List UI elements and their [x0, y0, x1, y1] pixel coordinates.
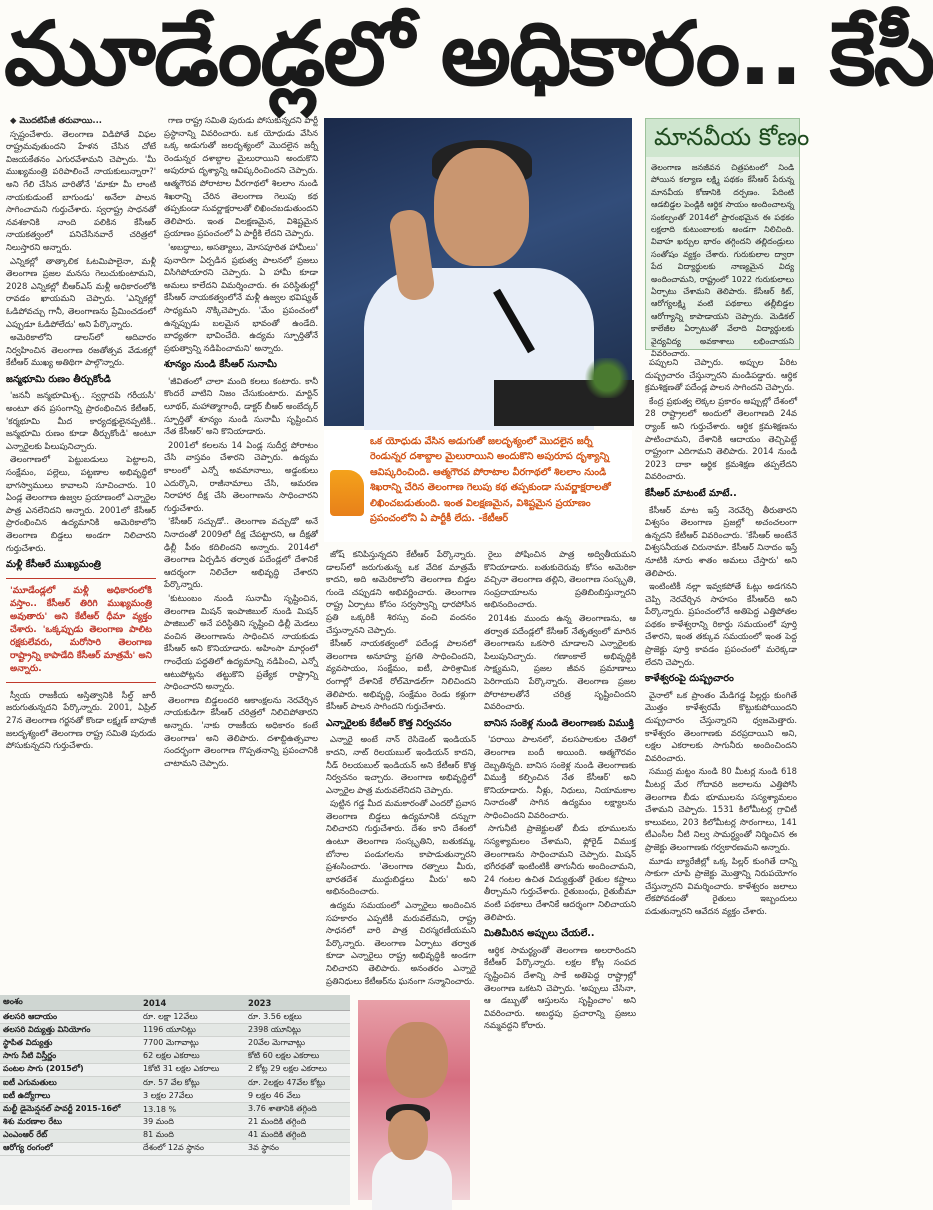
side-box-body: తెలంగాణ జనజీవన చిత్రపటంలో నిండి పోయిన కల్యాణ లక్ష్మి పథకం కేసీఆర్‌ పేరున్న మానవీయ కోణానికి దర్పణం. పేదింటి ఆడబిడ్డల పెండ్లికి ఆర్థిక సాయం అందించాలన్న సంకల్పంతో 2014లో ప్రారంభమైన ఈ పథకం లక్షలాది కుటుంబాలకు అండగా నిలిచింది. వివాహ ఖర్చుల భారం తగ్గిందని తల్లిదండ్రులు సంతోషం వ్యక్తం చేశారు. గురుకులాల ద్వారా పేద విద్యార్థులకు నాణ్యమైన విద్య అందించామని, రాష్ట్రంలో 1022 గురుకులాలు ఏర్పాటు చేశామని తెలిపారు. కేసీఆర్‌ కిట్‌, ఆరోగ్యలక్ష్మి వంటి పథకాలు తల్లీబిడ్డల ఆరోగ్యాన్ని కాపాడాయని చెప్పారు. మెడికల్‌ కాలేజీల ఏర్పాటుతో వేలాది విద్యార్థులకు వైద్యవిద్య అవకాశాలు లభించాయని వివరించారు.	[651, 163, 794, 359]
main-photo	[324, 118, 632, 426]
paragraph: వైనాలో ఒక ప్రాంతం మేడిగడ్డ పిల్లర్లు కుంగితే మొత్తం కాళేశ్వరమే కొట్టుకుపోయిందని దుష్ప్రచారం చేస్తున్నారని ధ్వజమెత్తారు. కాళేశ్వరం తెలంగాణకు వరప్రదాయిని అని, లక్షల ఎకరాలకు సాగునీరు అందించిందని వివరించారు.	[645, 689, 797, 763]
table-cell: 1196 యూనిట్లు	[140, 1024, 245, 1037]
table-cell: దేశంలో 12వ స్థానం	[140, 1142, 245, 1155]
table-cell: 41 మందికి తగ్గింది	[245, 1129, 350, 1142]
table-header: 2023	[245, 995, 350, 1011]
subheading: కాళేశ్వరంపై దుష్ప్రచారం	[645, 673, 734, 685]
article-column-1	[6, 114, 156, 989]
table-header: 2014	[140, 995, 245, 1011]
paragraph: పప్పులని చెప్పారు. అప్పుల పేరిట దుష్ప్రచారం చేస్తున్నారని మండిపడ్డారు. ఆర్థిక క్రమశిక్షణతో పదేండ్ల పాలన సాగిందని చెప్పారు.	[645, 357, 797, 393]
paragraph: అమెరికాలోని డాలస్‌లో ఆదివారం నిర్వహించిన తెలంగాణ రజతోత్సవ వేడుకల్లో కేటీఆర్‌ ముఖ్య అతిథిగా పాల్గొన్నారు.	[6, 332, 156, 368]
table-cell: ఐటీ ఎగుమతులు	[0, 1076, 140, 1089]
table-cell: 81 మంది	[140, 1129, 245, 1142]
paragraph: ఎన్నారై అంటే నాన్‌ రెసిడెంట్‌ ఇండియన్‌ కాదని, నాట్‌ రిలయబుల్‌ ఇండియన్‌ కాదని, నీడ్‌ రిలయబుల్‌ ఇండియన్‌ అని కేటీఆర్‌ కొత్త నిర్వచనం ఇచ్చారు. తెలంగాణ అభివృద్ధిలో ఎన్నారైల పాత్ర మరువలేనిదని చెప్పారు.	[326, 734, 476, 795]
table-cell: మల్టీ డైమెన్షనల్‌ పావర్టీ 2015-16లో	[0, 1103, 140, 1116]
paragraph: సాగునీటి ప్రాజెక్టులతో బీడు భూములను సస్యశ్యామలం చేశామని, ఫ్లోరైడ్‌ విముక్త తెలంగాణను సాధించామని చెప్పారు. మిషన్‌ భగీరథతో ఇంటింటికీ తాగునీరు అందించామని, 24 గంటల ఉచిత విద్యుత్తుతో రైతుల కష్టాలు తీర్చామని గుర్తుచేశారు. రైతుబంధు, రైతుబీమా వంటి పథకాలు దేశానికే ఆదర్శంగా నిలిచాయని తెలిపారు.	[484, 823, 636, 922]
table-row	[0, 1116, 350, 1129]
table-cell: రూ. లక్షా 12వేలు	[140, 1011, 245, 1024]
pull-quote-text: ఒక యోధుడు వేసిన అడుగుతో జలదృశ్యంలో మొదలైన జర్నీ రెండున్నర దశాబ్దాల మైలురాయిని అందుకొని అపురూప దృశ్యాన్ని ఆవిష్కరించింది. ఆత్మగౌరవ పోరాటాల వీరగాథలో శిలలాం నుండి శిఖరాన్ని చేరిన తెలంగాణ గెలుపు కథ తప్పకుండా సువర్ణాక్షరాలతో లిఖించబడుతుంది. ఇంత విలక్షణమైన, విశిష్టమైన ప్రయాణం ప్రపంచంలోని ఏ పార్టీకీ లేదు. -కేటీఆర్‌	[370, 436, 611, 525]
stats-table	[0, 995, 350, 1156]
table-cell: 3 లక్షల 27వేలు	[140, 1090, 245, 1103]
article-column-4	[484, 548, 636, 1200]
table-cell: 1కోటి 31 లక్షల ఎకరాలు	[140, 1063, 245, 1076]
inset-photo	[358, 1000, 470, 1200]
table-cell: స్థాపిత విద్యుత్తు	[0, 1037, 140, 1050]
stats-table-body	[0, 1011, 350, 1156]
paragraph: జోష్‌ కనిపిస్తున్నదని కేటీఆర్‌ పేర్కొన్నారు. డాలస్‌లో జరుగుతున్న ఒక వేదిక మాత్రమే కాదని, అది అమెరికాలోని తెలంగాణ బిడ్డల గుండె చప్పుడని అభివర్ణించారు. తెలంగాణ రాష్ట్ర ఏర్పాటు కోసం సర్వస్వాన్ని ధారపోసిన ప్రతి ఒక్కరికీ శిరస్సు వంచి వందనం చేస్తున్నానని చెప్పారు.	[326, 549, 476, 635]
table-cell: 3.76 శాతానికి తగ్గింది	[245, 1103, 350, 1116]
highlight-quote: 'మూడేండ్లలో మళ్లీ అధికారంలోకి వస్తాం.. కేసీఆర్‌ తిరిగి ముఖ్యమంత్రి అవుతారు' అని కేటీఆర్‌ ధీమా వ్యక్తం చేశారు. 'ఒక్కప్పుడు తెలంగాణ పాలిట రక్షకులేవరు, మరోసారి తెలంగాణ రాష్ట్రాన్ని కాపాడేది కేసీఆర్‌ మాత్రమే' అని అన్నారు.	[6, 578, 156, 683]
table-row	[0, 1103, 350, 1116]
paragraph: 'కుటుంబం నుండి సునామీ సృష్టించిన, తెలంగాణ మిషన్‌ ఇంపాజిబుల్‌ నుండి మిషన్‌ పాజిబుల్‌' అనే పరిస్థితిని సృష్టించి ఢిల్లీ మెడలు వంచిన తెలంగాణను సాధించిన నాయకుడు కేసీఆర్‌ అని కొనియాడారు. అహింసా మార్గంలో గాంధేయ పద్ధతిలో ఉద్యమాన్ని నడిపించి, ఎన్నో ఆటుపోట్లను తట్టుకొని ప్రత్యేక రాష్ట్రాన్ని సాధించారని అన్నారు.	[164, 592, 318, 692]
table-cell: సాగు నీటి విస్తీర్ణం	[0, 1050, 140, 1063]
side-box	[645, 118, 810, 359]
paragraph: సముద్ర మట్టం నుండి 80 మీటర్ల నుండి 618 మీటర్ల మేర గోదావరి జలాలను ఎత్తిపోసి తెలంగాణ బీడు భూములను సస్యశ్యామలం చేశామని చెప్పారు. 1531 కిలోమీటర్ల గ్రావిటీ కాలువలు, 203 కిలోమీటర్ల సొరంగాలు, 141 టీఎంసీల నీటి నిల్వ సామర్థ్యంతో నిర్మించిన ఈ ప్రాజెక్టు తెలంగాణకు గర్వకారణమని అన్నారు.	[645, 766, 797, 852]
paragraph: పుట్టిన గడ్డ మీద మమకారంతో ఎందరో ప్రవాస తెలంగాణ బిడ్డలు ఉద్యమానికి దన్నుగా నిలిచారని గుర్తుచేశారు. దేశం కాని దేశంలో ఉంటూ తెలంగాణ సంస్కృతిని, బతుకమ్మ, బోనాల పండుగలను కాపాడుతున్నారని ప్రశంసించారు. 'తెలంగాణ రత్నాలు మీరు, భారతదేశ ముద్దుబిడ్డలు మీరు' అని అభినందించారు.	[326, 798, 476, 897]
paragraph: స్వీయ రాజకీయ అస్తిత్వానికి సీల్డ్‌ జారీ జరుగుతున్నదని పేర్కొన్నారు. 2001, ఏప్రిల్‌ 27న తెలంగాణ గర్జనతో కొండా లక్ష్మణ్‌ బాపూజీ జలదృశ్యంలో తెలంగాణ రాష్ట్ర సమితి పురుడు పోసుకున్నదని గుర్తుచేశారు.	[6, 689, 156, 751]
table-cell: 13.18 %	[140, 1103, 245, 1116]
photo-shape	[386, 1022, 448, 1098]
paragraph: 2014కు ముందు ఉన్న తెలంగాణను, ఆ తర్వాత పదేండ్లలో కేసీఆర్‌ నేతృత్వంలో మారిన తెలంగాణను ఒకసారి చూడాలని ఎన్నారైలకు పిలుపునిచ్చారు. గణాంకాలే అభివృద్ధికి సాక్ష్యమని, ప్రజల జీవన ప్రమాణాలు పెరిగాయని పేర్కొన్నారు. తెలంగాణ ప్రజల పోరాటాలతోనే చరిత్ర సృష్టించిందని వివరించారు.	[484, 612, 636, 712]
paragraph: మూడు బ్యారేజీల్లో ఒక్క పిల్లర్‌ కుంగితే దాన్ని సాకుగా చూపి ప్రాజెక్టు మొత్తాన్ని నిరుపయోగం చేస్తున్నారని విమర్శించారు. కాళేశ్వరం జలాలు లేకపోవడంతో రైతులు ఇబ్బందులు పడుతున్నారని ఆవేదన వ్యక్తం చేశారు.	[645, 855, 797, 916]
paragraph: 'పరాయి పాలనలో, వలసపాలకుల చేతిలో తెలంగాణ బందీ అయింది. ఆత్మగౌరవం దెబ్బతిన్నది. బానిస సంకెళ్ల నుండి తెలంగాణకు విముక్తి కల్పించిన నేత కేసీఆర్‌' అని కొనియాడారు. నీళ్లు, నిధులు, నియామకాల నినాదంతో సాగిన ఉద్యమం లక్ష్యాలను సాధించిందని వివరించారు.	[484, 734, 636, 820]
paragraph: కేసీఆర్‌ నాయకత్వంలో పదేండ్ల పాలనలో తెలంగాణ అనూహ్య ప్రగతి సాధించిందని, వ్యవసాయం, సంక్షేమం, ఐటీ, పారిశ్రామిక రంగాల్లో దేశానికే రోల్‌మోడల్‌గా నిలిచిందని తెలిపారు. అభివృద్ధి, సంక్షేమం రెండు కళ్లుగా కేసీఆర్‌ పాలన సాగిందని గుర్తుచేశారు.	[326, 638, 476, 712]
paragraph: ఎన్నికల్లో తాత్కాలిక ఓటమిపాలైనా, మళ్లీ తెలంగాణ ప్రజల మనసు గెలుచుకుంటామని, 2028 ఎన్నికల్లో బీఆర్‌ఎస్‌ మళ్లీ అధికారంలోకి రావడం ఖాయమని చెప్పారు. 'ఎన్నికల్లో ఓడిపోవచ్చు గానీ, తెలంగాణను ప్రేమించడంలో ఎప్పుడూ ఓడిపోలేదు' అని పేర్కొన్నారు.	[6, 255, 156, 329]
paragraph: గాణ రాష్ట్ర సమితి పురుడు పోసుకున్నదని పార్టీ ప్రస్థానాన్ని వివరించారు. ఒక యోధుడు వేసిన ఒక్క అడుగుతో జలదృశ్యంలో మొదలైన జర్నీ రెండున్నర దశాబ్దాల మైలురాయిని అందుకొని అపురూప దృశ్యాన్ని ఆవిష్కరించిందని చెప్పారు. ఆత్మగౌరవ పోరాటాల వీరగాథలో శిలలాం నుండి శిఖరాన్ని చేరిన తెలంగాణ గెలుపు కథ తప్పకుండా సువర్ణాక్షరాలతో లిఖించబడుతుందని తెలిపారు. ఇంత విలక్షణమైన, విశిష్టమైన ప్రయాణం ప్రపంచంలో ఏ పార్టీకి లేదని చెప్పారు.	[164, 115, 318, 239]
paragraph: ఆర్థిక సామర్థ్యంతో తెలంగాణ అలరారిందని కేటీఆర్‌ పేర్కొన్నారు. లక్షల కోట్ల సంపద సృష్టించిన దేశాన్ని సాకే అతిపెద్ద రాష్ట్రాల్లో తెలంగాణ ఒకటని చెప్పారు. 'అప్పులు చేసినా, ఆ డబ్బుతో ఆస్తులను సృష్టించాం' అని వివరించారు. అబద్ధపు ప్రచారాన్ని ప్రజలు నమ్మవద్దని కోరారు.	[484, 944, 636, 1031]
table-cell: శిశు మరణాల రేటు	[0, 1116, 140, 1129]
paragraph: కేసీఆర్‌ మాట ఇస్తే నెరవేర్చి తీరుతారని విశ్వసం తెలంగాణ ప్రజల్లో అచంచలంగా ఉన్నదని కేటీఆర్‌ వివరించారు. 'కేసీఆర్‌ అంటేనే విశ్వసనీయత చిరునామా. కేసీఆర్‌ నినాదం ఇస్తే నూటికి నూరు శాతం అమలు చేస్తారు' అని తెలిపారు.	[645, 504, 797, 578]
table-cell: 21 మందికి తగ్గింది	[245, 1116, 350, 1129]
table-cell: 2 కోట్ల 29 లక్షల ఎకరాలు	[245, 1063, 350, 1076]
paragraph: తెలంగాణలో పెట్టుబడులు పెట్టాలని, సంక్షేమం, పల్లెలు, పట్టణాల అభివృద్ధిలో భాగస్వాములు కావాలని సూచించారు. 10 ఏండ్ల తెలంగాణ ఉజ్వల ప్రయాణంలో ఎన్నారైల పాత్ర ఎనలేనిదని అన్నారు. 2001లో కేసీఆర్‌ ప్రారంభించిన ఉద్యమానికి అమెరికాలోని తెలంగాణ బిడ్డలు అండగా నిలిచారని గుర్తుచేశారు.	[6, 454, 156, 553]
paragraph: స్పష్టంచేశారు. తెలంగాణ విడిపోతే విఫల రాష్ట్రమవుతుందని హేళన చేసిన చోటే విజయకేతనం ఎగురవేశామని చెప్పారు. 'మీ ముఖ్యమంత్రి పరిపాలించే నాయకులున్నారా?' అని గేలి చేసిన వారితోనే 'మాకూ మీ లాంటి నాయకుడుంటే బాగుండు' అనేలా పాలన సాగించామని గుర్తుచేశారు. స్వరాష్ట్ర సాధనతో నవశకానికి నాంది పలికిన కేసీఆర్‌ నాయకత్వంలో పనిచేసినవారే చరిత్రలో నిలుస్తారని అన్నారు.	[6, 128, 156, 252]
table-cell: తలసరి విద్యుత్తు వినియోగం	[0, 1024, 140, 1037]
paragraph: కేంద్ర ప్రభుత్వ లెక్కల ప్రకారం అప్పుల్లో దేశంలో 28 రాష్ట్రాలలో అందులో తెలంగాణది 24వ ర్యాంక్‌ అని గుర్తుచేశారు. ఆర్థిక క్రమశిక్షణను పాటించామని, దేశానికి ఆదాయం తెచ్చిపెట్టే రాష్ట్రంగా ఎదిగామని తెలిపారు. 2014 నుండి 2023 దాకా ఆర్థిక క్రమశిక్షణ తప్పలేదని వివరించారు.	[645, 395, 797, 482]
article-column-5	[645, 356, 797, 1201]
quote-mark-icon	[330, 470, 364, 516]
table-cell: 2398 యూనిట్లు	[245, 1024, 350, 1037]
table-cell: రూ. 3.56 లక్షలు	[245, 1011, 350, 1024]
paragraph: ◆ మొదటిపేజీ తరువాయి...	[10, 115, 102, 125]
table-cell: 39 మంది	[140, 1116, 245, 1129]
table-header-row	[0, 995, 350, 1011]
stats-table-wrap	[0, 995, 350, 1205]
subheading: మళ్లీ కేసీఆరే ముఖ్యమంత్రి	[6, 559, 101, 571]
paragraph: 'కేసీఆర్‌ సచ్చుడో.. తెలంగాణ వచ్చుడో' అనే నినాదంతో 2009లో దీక్ష చేపట్టారని, ఆ దీక్షతో ఢిల్లీ పీఠం కదిలిందని అన్నారు. 2014లో తెలంగాణ ఏర్పడిన తర్వాత పదేండ్లలో దేశానికే ఆదర్శంగా నిలిచేలా అభివృద్ధి చేశారని పేర్కొన్నారు.	[164, 516, 318, 590]
paragraph: రైలు పోషించిన పాత్ర అద్వితీయమని కొనియాడారు. బతుకుదెరువు కోసం అమెరికా వచ్చినా తెలంగాణ తల్లిని, తెలంగాణ సంస్కృతి, సంప్రదాయాలను ప్రతిబింబిస్తున్నారని అభినందించారు.	[484, 549, 636, 610]
photo-shape	[582, 358, 632, 398]
table-cell: తలసరి ఆదాయం	[0, 1011, 140, 1024]
table-row	[0, 1129, 350, 1142]
table-row	[0, 1063, 350, 1076]
table-row	[0, 1011, 350, 1024]
pull-quote-box	[324, 430, 632, 542]
photo-shape	[388, 1110, 428, 1160]
table-cell: కోటి 60 లక్షల ఎకరాలు	[245, 1050, 350, 1063]
article-column-2	[164, 114, 318, 989]
table-row	[0, 1050, 350, 1063]
table-header: అంశం	[0, 995, 140, 1011]
paragraph: ఇంటింటికీ నల్లా ఇవ్వకపోతే ఓట్లు అడగనని చెప్పి నెరవేర్చిన సాహసం కేసీఆర్‌ది అని పేర్కొన్నారు. ప్రపంచంలోనే అతిపెద్ద ఎత్తిపోతల పథకం కాళేశ్వరాన్ని రికార్డు సమయంలో పూర్తి చేశారని, ఇంత తక్కువ సమయంలో ఇంత పెద్ద ప్రాజెక్టు పూర్తి కావడం ప్రపంచంలో మరెక్కడా లేదని చెప్పారు.	[645, 581, 797, 667]
table-cell: 3వ స్థానం	[245, 1142, 350, 1155]
subheading: శూన్యం నుండి కేసీఆర్‌ సునామీ	[164, 359, 277, 371]
table-cell: రూ. 57 వేల కోట్లు	[140, 1076, 245, 1089]
table-cell: పంటల సాగు (2015లో)	[0, 1063, 140, 1076]
table-row	[0, 1037, 350, 1050]
table-row	[0, 1076, 350, 1089]
photo-shape	[434, 148, 529, 266]
paragraph: ఉద్యమ సమయంలో ఎన్నారైలు అందించిన సహకారం ఎప్పటికీ మరువలేమని, రాష్ట్ర సాధనలో వారి పాత్ర చిరస్మరణీయమని పేర్కొన్నారు. తెలంగాణ ఏర్పాటు తర్వాత కూడా ఎన్నారైలు రాష్ట్ర అభివృద్ధికి అండగా నిలిచారని తెలిపారు. అనంతరం ఎన్నారై ప్రతినిధులు కేటీఆర్‌ను ఘనంగా సన్మానించారు.	[326, 900, 476, 986]
table-cell: ఎంఎంఆర్‌ రేట్‌	[0, 1129, 140, 1142]
paragraph: తెలంగాణ బిడ్డలందరి ఆకాంక్షలను నెరవేర్చిన నాయకుడిగా కేసీఆర్‌ చరిత్రలో నిలిచిపోతారని అన్నారు. 'నాకు రాజకీయ అధికారం కంటే తెలంగాణ' అని తెలిపారు. దశాబ్దిఉత్సవాల సందర్భంగా తెలంగాణ గొప్పతనాన్ని ప్రపంచానికి చాటామని చెప్పారు.	[164, 694, 318, 768]
subheading: మితిమీరిన అప్పులు చేయలే..	[484, 928, 595, 940]
side-box-title: మానవీయ కోణం	[646, 119, 799, 157]
table-row	[0, 1142, 350, 1155]
table-cell: 9 లక్షల 46 వేలు	[245, 1090, 350, 1103]
paragraph: 'అబద్ధాలు, అసత్యాలు, మోసపూరిత హామీలు' పునాదిగా ఏర్పడిన ప్రభుత్వ పాలనలో ప్రజలు విసిగిపోయారని చెప్పారు. ఏ హామీ కూడా అమలు కాలేదని విమర్శించారు. ఈ పరిస్థితుల్లో కేసీఆర్‌ నాయకత్వంలోనే మళ్లీ ఉజ్వల భవిష్యత్‌ సాధ్యమని నొక్కిచెప్పారు. 'మేం ప్రపంచంలో ఉన్నప్పుడు బలమైన భావంతో ఉండేది. బాధ్యతగా భావించేది. ఉద్యమ స్ఫూర్తితోనే ప్రభుత్వాన్ని నడిపించామని' అన్నారు.	[164, 241, 318, 353]
subheading: ఎన్నారైలకు కేటీఆర్‌ కొత్త నిర్వచనం	[326, 717, 452, 729]
table-cell: ఐటీ ఉద్యోగాలు	[0, 1090, 140, 1103]
paragraph: 'జీవితంలో చాలా మంది కలలు కంటారు. కానీ కొందరే వాటిని నిజం చేసుకుంటారు. మార్టిన్‌ లూథర్‌, మహాత్మాగాంధీ, డాక్టర్‌ బీఆర్‌ అంబేద్కర్‌ స్ఫూర్తితో శూన్యం నుండి సునామీ సృష్టించిన నేత కేసీఆర్‌' అని కొనియాడారు.	[164, 375, 318, 437]
table-cell: 7700 మెగావాట్లు	[140, 1037, 245, 1050]
table-cell: 20వేల మెగావాట్లు	[245, 1037, 350, 1050]
headline: మూడేండ్లలో అధికారం.. కేసీ	[4, 2, 933, 105]
paragraph: 2001లో కలలను 14 ఏండ్ల సుదీర్ఘ పోరాటం చేసి వాస్తవం చేశారని చెప్పారు. ఉద్యమ కాలంలో ఎన్నో అవమానాలు, అడ్డంకులు ఎదుర్కొని, రాజీనామాలు చేసి, ఆమరణ నిరాహార దీక్ష చేసి తెలంగాణను సాధించారని గుర్తుచేశారు.	[164, 439, 318, 513]
paragraph: 'జననీ జన్మభూమిశ్చ.. స్వర్గాదపి గరీయసీ' అంటూ తన ప్రసంగాన్ని ప్రారంభించిన కేటీఆర్‌, 'కర్మభూమి మీద కార్యదక్షులైనప్పటికీ.. జన్మభూమి రుణం కూడా తీర్చుకోండి' అంటూ ఎన్నారైలకు పిలుపునిచ్చారు.	[6, 390, 156, 451]
table-cell: రూ. 2లక్షల 47వేల కోట్లు	[245, 1076, 350, 1089]
subheading: జన్మభూమి రుణం తీర్చుకోండి	[6, 373, 111, 385]
subheading: బానిస సంకెళ్ల నుండి తెలంగాణకు విముక్తి	[484, 717, 634, 729]
table-cell: ఆరోగ్య రంగంలో	[0, 1142, 140, 1155]
table-row	[0, 1090, 350, 1103]
subheading: కేసీఆర్‌ మాటంటే మాటే..	[645, 487, 737, 499]
table-row	[0, 1024, 350, 1037]
article-column-3	[326, 548, 476, 990]
table-cell: 62 లక్షల ఎకరాలు	[140, 1050, 245, 1063]
